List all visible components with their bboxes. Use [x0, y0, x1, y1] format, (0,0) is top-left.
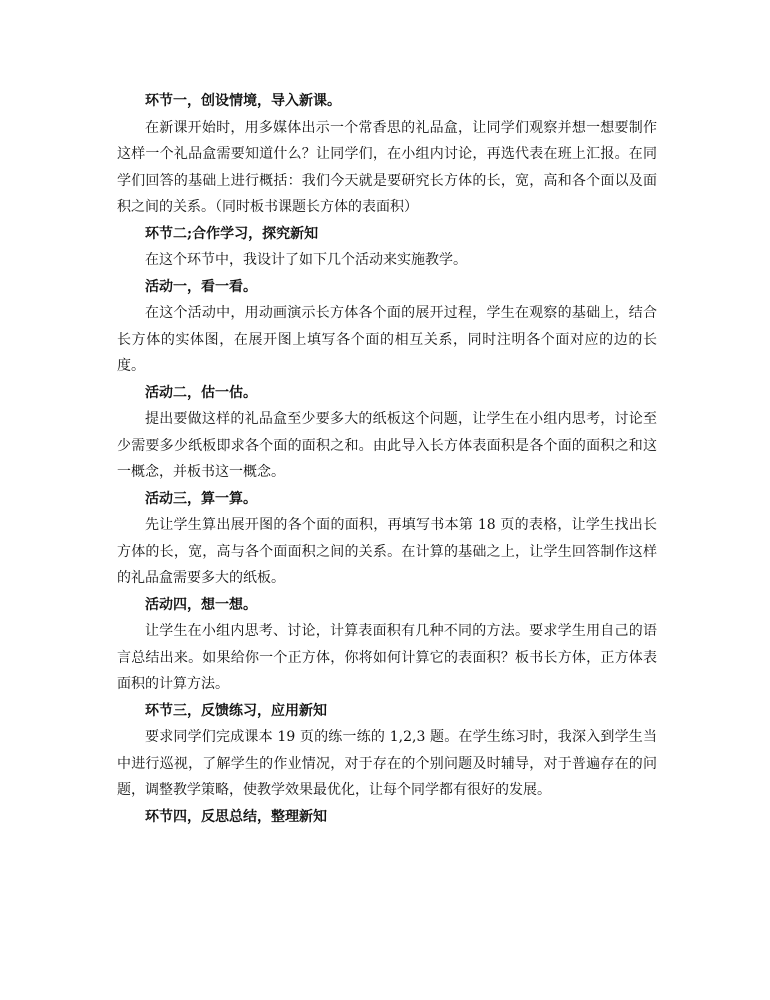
section-heading-4: 环节四，反思总结，整理新知 — [145, 808, 327, 825]
activity-heading-1: 活动一，看一看。 — [145, 278, 257, 295]
paragraph-activity-4: 让学生在小组内思考、讨论，计算表面积有几种不同的方法。要求学生用自己的语言总结出来。如果给你一个正方体，你将如何计算它的表面积？板书长方体，正方体表面积的计算方法。 — [117, 623, 657, 692]
activity-heading-3: 活动三，算一算。 — [145, 490, 257, 507]
section-heading-1: 环节一，创设情境，导入新课。 — [145, 93, 341, 109]
paragraph-activity-1: 在这个活动中，用动画演示长方体各个面的展开过程，学生在观察的基础上，结合长方体的实体图，在展开图上填写各个面的相互关系，同时注明各个面对应的边的长度。 — [117, 305, 657, 374]
section-heading-2: 环节二;合作学习，探究新知 — [145, 225, 319, 242]
paragraph-activities-intro: 在这个环节中，我设计了如下几个活动来实施教学。 — [145, 252, 467, 268]
activity-heading-2: 活动二，估一估。 — [145, 384, 257, 401]
activity-heading-4: 活动四，想一想。 — [145, 596, 257, 613]
paragraph-intro: 在新课开始时，用多媒体出示一个常香思的礼品盒，让同学们观察并想一想要制作这样一个礼品盒需要知道什么？让同学们，在小组内讨论，再选代表在班上汇报。在同学们回答的基础上进行概括：我们今天就是要研究长方体的长，宽，高和各个面以及面积之间的关系。（同时板书课题长方体的表面积） — [117, 119, 657, 215]
section-heading-3: 环节三，反馈练习，应用新知 — [145, 702, 327, 719]
paragraph-practice: 要求同学们完成课本 19 页的练一练的 1,2,3 题。在学生练习时，我深入到学生当中进行巡视，了解学生的作业情况，对于存在的个别问题及时辅导，对于普遍存在的问题，调整教学策略，使教学效果最优化，让每个同学都有很好的发展。 — [117, 729, 657, 798]
document-body — [117, 88, 657, 830]
paragraph-activity-3: 先让学生算出展开图的各个面的面积，再填写书本第 18 页的表格，让学生找出长方体的长，宽，高与各个面面积之间的关系。在计算的基础之上，让学生回答制作这样的礼品盒需要多大的纸板。 — [117, 517, 657, 586]
paragraph-activity-2: 提出要做这样的礼品盒至少要多大的纸板这个问题，让学生在小组内思考，讨论至少需要多少纸板即求各个面的面积之和。由此导入长方体表面积是各个面的面积之和这一概念，并板书这一概念。 — [117, 411, 657, 480]
